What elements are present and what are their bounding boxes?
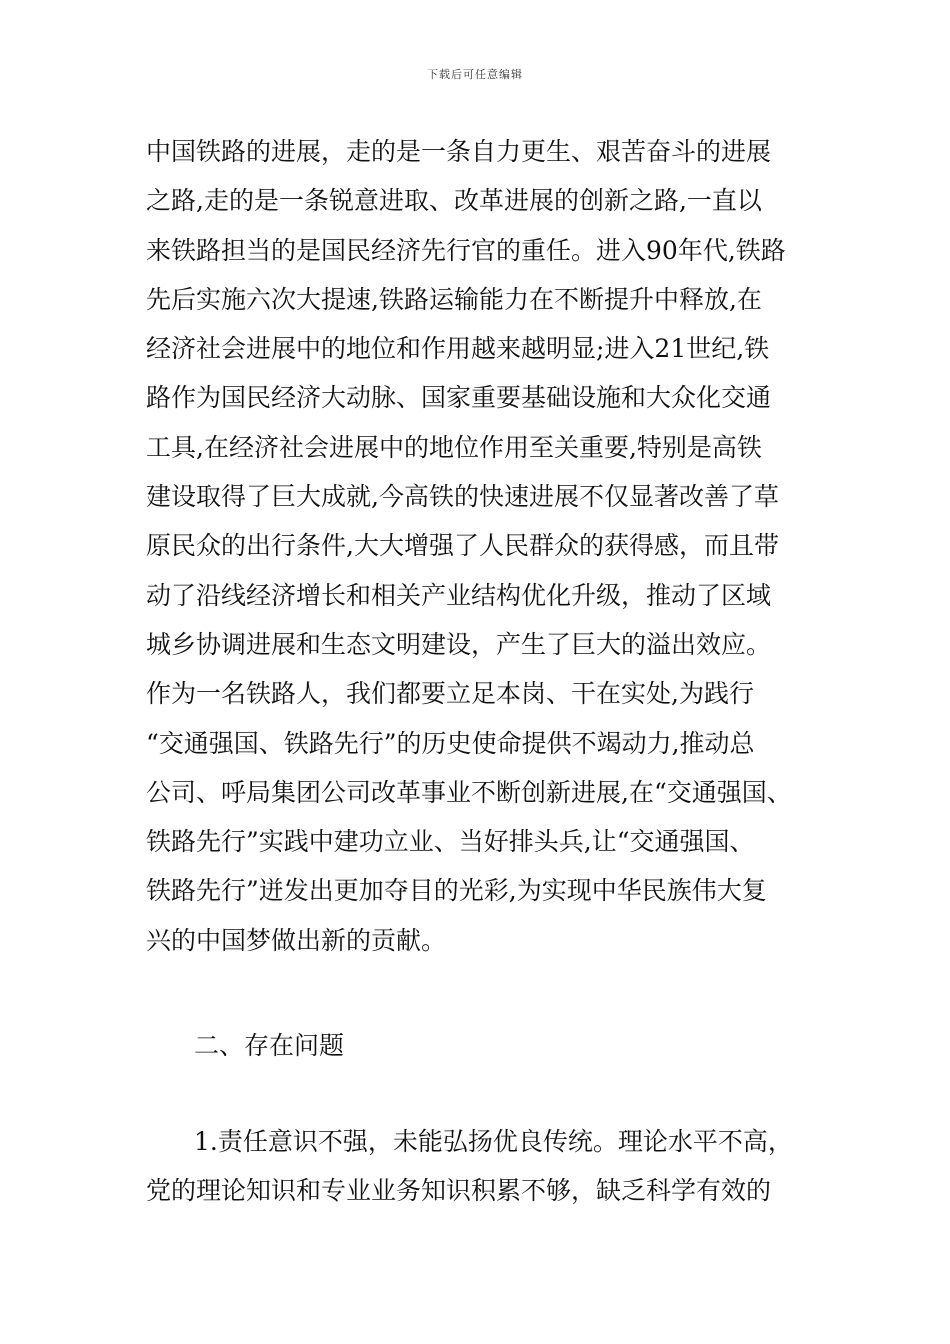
paragraph-line: 城乡协调进展和生态文明建设，产生了巨大的溢出效应。 [146,629,772,659]
main-paragraph [146,127,806,965]
paragraph-line: 动了沿线经济增长和相关产业结构优化升级，推动了区域 [146,580,772,610]
paragraph-line: 铁路先行”迸发出更加夺目的光彩,为实现中华民族伟大复 [146,876,767,906]
section-heading: 二、存在问题 [194,1031,345,1060]
paragraph-line: “交通强国、铁路先行”的历史使命提供不竭动力,推动总 [146,728,755,758]
page-header-note: 下载后可任意编辑 [427,68,523,81]
paragraph-line: 来铁路担当的是国民经济先行官的重任。进入90年代,铁路 [146,235,786,265]
paragraph-line: 兴的中国梦做出新的贡献。 [146,925,447,955]
paragraph-line: 工具,在经济社会进展中的地位作用至关重要,特别是高铁 [146,432,762,462]
paragraph-line: 公司、呼局集团公司改革事业不断创新进展,在“交通强国、 [146,777,792,807]
paragraph-line: 建设取得了巨大成就,今高铁的快速进展不仅显著改善了草 [146,482,779,512]
paragraph-line: 党的理论知识和专业业务知识积累不够，缺乏科学有效的 [146,1176,772,1206]
paragraph-line: 作为一名铁路人，我们都要立足本岗、干在实处,为践行 [146,679,754,709]
paragraph-line: 铁路先行”实践中建功立业、当好排头兵,让“交通强国、 [146,827,755,857]
paragraph-line: 经济社会进展中的地位和作用越来越明显;进入21世纪,铁 [146,334,770,364]
paragraph-line: 之路,走的是一条锐意进取、改革进展的创新之路,一直以 [146,186,762,216]
paragraph-line: 原民众的出行条件,大大增强了人民群众的获得感，而且带 [146,531,779,561]
item-paragraph [146,1117,806,1216]
paragraph-line: 中国铁路的进展，走的是一条自力更生、艰苦奋斗的进展 [146,137,772,166]
paragraph-line: 先后实施六次大提速,铁路运输能力在不断提升中释放,在 [146,284,762,314]
paragraph-line: 1.责任意识不强，未能弘扬优良传统。理论水平不高， [194,1127,793,1156]
paragraph-line: 路作为国民经济大动脉、国家重要基础设施和大众化交通 [146,383,772,413]
